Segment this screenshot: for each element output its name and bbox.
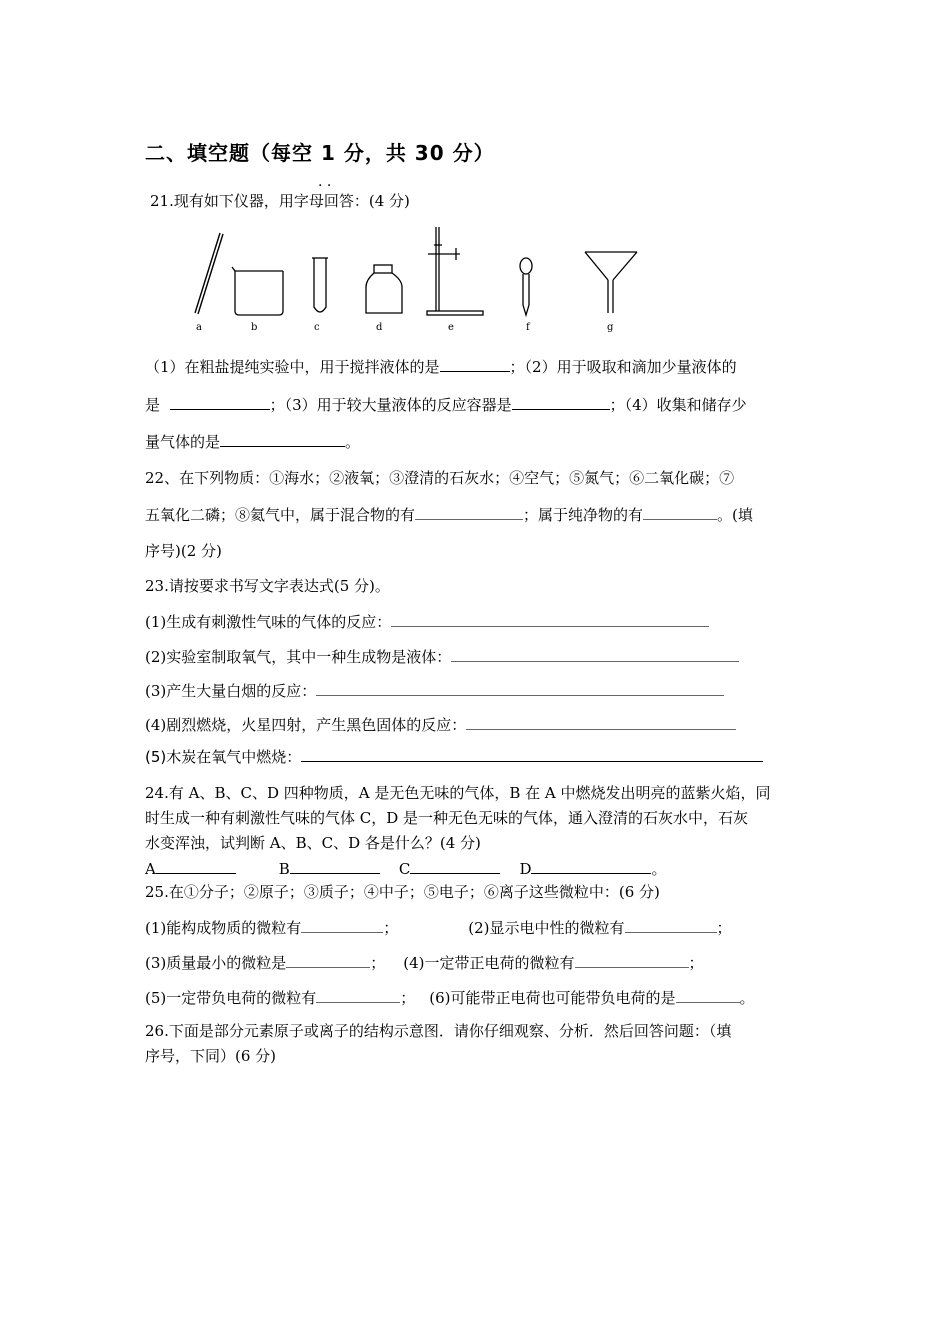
apparatus-label-f: f xyxy=(526,322,530,333)
q23-item-1: (1)生成有刺激性气味的气体的反应： xyxy=(145,611,709,632)
dropper-figure xyxy=(520,258,532,315)
funnel-figure xyxy=(585,252,637,313)
answer-blank[interactable] xyxy=(512,394,610,410)
answer-blank[interactable] xyxy=(156,858,236,874)
apparatus-label-d: d xyxy=(376,322,383,333)
q22-line-3: 序号)(2 分) xyxy=(145,542,222,560)
apparatus-illustration xyxy=(180,225,650,320)
answer-blank[interactable] xyxy=(220,431,345,447)
section-title: 二、填空题（每空 1 分，共 30 分） xyxy=(145,141,495,165)
q23-item-2: (2)实验室制取氧气，其中一种生成物是液体： xyxy=(145,646,739,667)
q25-row-3: (5)一定带负电荷的微粒有 ； (6)可能带正电荷也可能带负电荷的是 。 xyxy=(145,989,755,1007)
answer-blank[interactable] xyxy=(391,611,709,627)
answer-blank[interactable] xyxy=(286,952,370,968)
answer-blank[interactable] xyxy=(643,504,717,520)
q24-line-3: 水变浑浊，试判断 A、B、C、D 各是什么？(4 分) xyxy=(145,834,481,852)
answer-blank[interactable] xyxy=(290,858,380,874)
q21-stem: 21.现有如下仪器，用字母回答：(4 分) xyxy=(150,192,410,210)
q24-line-2: 时生成一种有刺激性气味的气体 C，D 是一种无色无味的气体，通入澄清的石灰水中，石灰 xyxy=(145,809,749,827)
q23-item-3: (3)产生大量白烟的反应： xyxy=(145,680,724,701)
answer-blank[interactable] xyxy=(440,356,510,372)
q21-line-3: 量气体的是 。 xyxy=(145,433,361,451)
q22-line-1: 22、在下列物质：①海水；②液氧；③澄清的石灰水；④空气；⑤氮气；⑥二氧化碳；⑦ xyxy=(145,469,735,487)
apparatus-label-c: c xyxy=(314,322,320,333)
answer-blank[interactable] xyxy=(415,504,523,520)
answer-blank[interactable] xyxy=(316,987,400,1003)
glass-rod-figure xyxy=(195,233,223,314)
apparatus-label-a: a xyxy=(196,322,202,333)
q25-row-1: (1)能构成物质的微粒有 ； (2)显示电中性的微粒有 ； xyxy=(145,919,732,937)
q25-row-2: (3)质量最小的微粒是 ； (4)一定带正电荷的微粒有 ； xyxy=(145,954,704,972)
answer-blank[interactable] xyxy=(170,394,270,410)
q21-line-2: 是 ；（3）用于较大量液体的反应容器是 ；（4）收集和储存少 xyxy=(145,396,747,414)
answer-blank[interactable] xyxy=(301,917,383,933)
apparatus-label-b: b xyxy=(251,322,258,333)
apparatus-label-e: e xyxy=(448,322,454,333)
iron-stand-figure xyxy=(427,227,483,315)
q23-item-4: (4)剧烈燃烧，火星四射，产生黑色固体的反应： xyxy=(145,714,736,735)
q26-line-2: 序号，下同）(6 分) xyxy=(145,1047,277,1065)
q21-line-1: （1）在粗盐提纯实验中，用于搅拌液体的是 ；（2）用于吸取和滴加少量液体的 xyxy=(145,358,737,376)
answer-blank[interactable] xyxy=(301,746,763,762)
answer-blank[interactable] xyxy=(625,917,717,933)
q25-stem: 25.在①分子；②原子；③质子；④中子；⑤电子；⑥离子这些微粒中：(6 分) xyxy=(145,883,660,901)
answer-blank[interactable] xyxy=(451,646,739,662)
q22-line-2: 五氧化二磷；⑧氦气中，属于混合物的有 ；属于纯净物的有 。(填 xyxy=(145,506,753,524)
beaker-figure xyxy=(232,267,283,315)
answer-blank[interactable] xyxy=(575,952,689,968)
test-tube-figure xyxy=(312,258,328,312)
q23-stem: 23.请按要求书写文字表达式(5 分)。 xyxy=(145,577,390,595)
gas-jar-figure xyxy=(366,265,402,313)
answer-blank[interactable] xyxy=(466,714,736,730)
q23-item-5: (5)木炭在氧气中燃烧： xyxy=(145,746,763,767)
emphasis-dots: . . xyxy=(318,174,332,190)
q24-answers: A B C D 。 xyxy=(145,860,667,878)
apparatus-label-g: g xyxy=(607,322,614,333)
answer-blank[interactable] xyxy=(531,858,651,874)
q24-line-1: 24.有 A、B、C、D 四种物质，A 是无色无味的气体，B 在 A 中燃烧发出明亮的蓝紫火焰，同 xyxy=(145,784,771,802)
answer-blank[interactable] xyxy=(316,680,724,696)
answer-blank[interactable] xyxy=(410,858,500,874)
answer-blank[interactable] xyxy=(676,987,740,1003)
q26-line-1: 26.下面是部分元素原子或离子的结构示意图．请你仔细观察、分析．然后回答问题：（填 xyxy=(145,1022,732,1040)
